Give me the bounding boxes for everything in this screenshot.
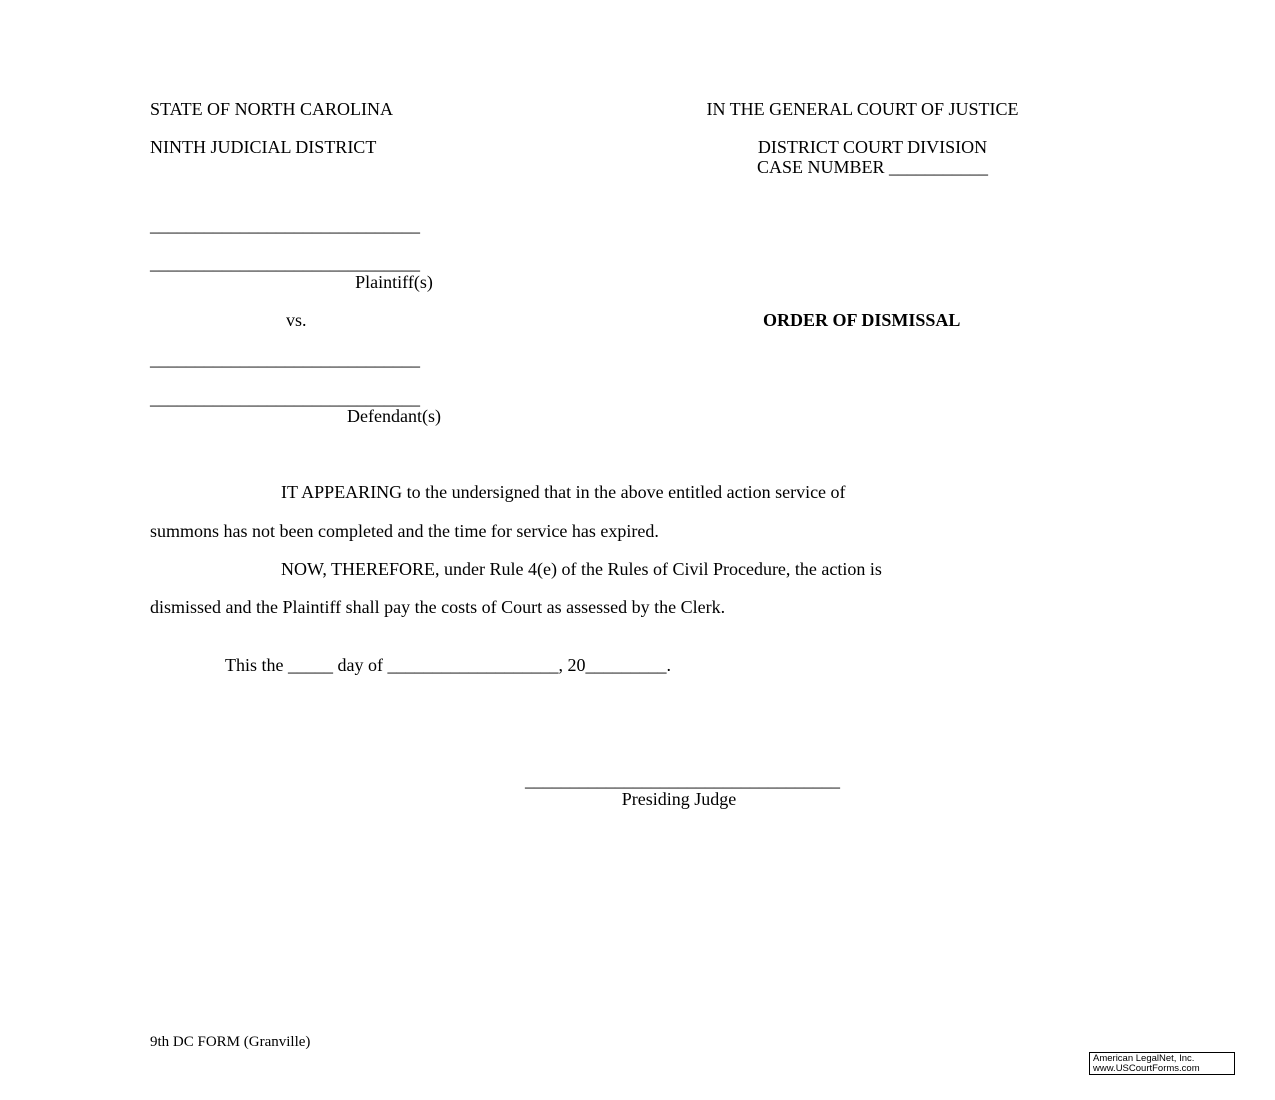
form-id: 9th DC FORM (Granville) xyxy=(150,1034,311,1050)
paragraph-2-line-1: NOW, THEREFORE, under Rule 4(e) of the Rules of Civil Procedure, the action is xyxy=(281,559,882,579)
defendant-name-line-1: ______________________________ xyxy=(150,349,420,369)
signature-line: ___________________________________ xyxy=(525,770,840,790)
versus-label: vs. xyxy=(286,310,307,330)
paragraph-1-line-2: summons has not been completed and the time for service has expired. xyxy=(150,521,659,541)
date-line: This the _____ day of ___________________, 20_________. xyxy=(225,655,671,675)
case-number-field: CASE NUMBER ___________ xyxy=(756,157,989,177)
court-heading: IN THE GENERAL COURT OF JUSTICE xyxy=(706,99,1019,119)
state-heading: STATE OF NORTH CAROLINA xyxy=(150,99,393,119)
plaintiff-label: Plaintiff(s) xyxy=(355,272,433,292)
american-legalnet-watermark xyxy=(1089,1052,1235,1075)
defendant-label: Defendant(s) xyxy=(347,406,441,426)
paragraph-1-line-1: IT APPEARING to the undersigned that in the above entitled action service of xyxy=(281,482,846,502)
division-heading: DISTRICT COURT DIVISION xyxy=(757,137,988,157)
plaintiff-name-line-1: ______________________________ xyxy=(150,215,420,235)
watermark-url: www.USCourtForms.com xyxy=(1093,1063,1200,1074)
watermark-company: American LegalNet, Inc. xyxy=(1093,1053,1195,1064)
district-heading: NINTH JUDICIAL DISTRICT xyxy=(150,137,377,157)
paragraph-2-line-2: dismissed and the Plaintiff shall pay the costs of Court as assessed by the Clerk. xyxy=(150,597,726,617)
presiding-judge-label: Presiding Judge xyxy=(621,789,737,809)
defendant-name-line-2: ______________________________ xyxy=(150,388,420,408)
plaintiff-name-line-2: ______________________________ xyxy=(150,253,420,273)
document-title: ORDER OF DISMISSAL xyxy=(763,310,961,330)
